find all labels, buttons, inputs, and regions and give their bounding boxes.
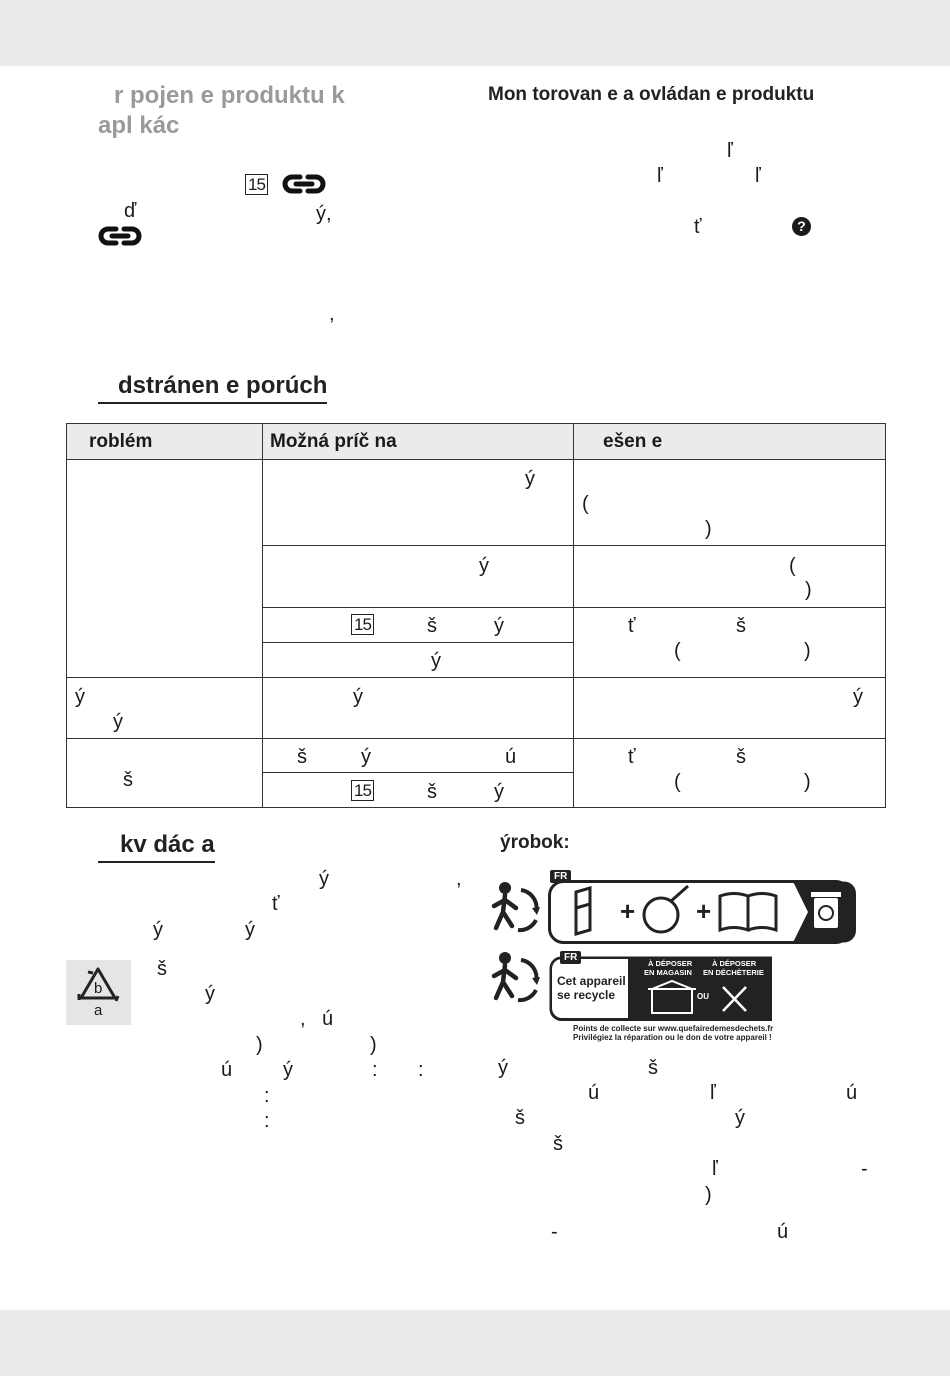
text-frag: - <box>551 1221 558 1243</box>
text-frag: š <box>553 1133 563 1155</box>
table-cell: ť š ( ) <box>574 739 886 808</box>
trouble-title: dstránen e porúch <box>98 372 327 404</box>
bottom-band <box>0 1310 950 1376</box>
collection-info-panel <box>548 952 774 1043</box>
text-frag: ) <box>256 1034 263 1056</box>
text-frag: ú <box>322 1008 334 1030</box>
text-frag: ý <box>205 983 215 1005</box>
text-frag: ) <box>705 1184 712 1206</box>
text-frag: - <box>861 1158 868 1180</box>
table-row <box>67 460 886 546</box>
table-cell: š ý ú <box>263 739 574 773</box>
text-frag: ľ <box>710 1082 716 1104</box>
text-frag: š <box>515 1107 525 1129</box>
table-cell: ý <box>263 643 574 678</box>
table-cell: ( ) <box>574 460 886 546</box>
text-frag: ú <box>221 1059 233 1081</box>
text-frag: ú <box>588 1082 600 1104</box>
help-icon: ? <box>792 217 811 236</box>
frag-l: ľ <box>727 140 733 162</box>
part-reference-15: 15 <box>351 780 374 801</box>
collection-footer-2: Privilégiez la réparation ou le don de votre appareil ! <box>573 1033 772 1042</box>
top-band <box>0 0 950 66</box>
frag-l: ľ <box>657 165 663 187</box>
text-frag: ý <box>498 1057 508 1079</box>
text-frag: ľ <box>712 1158 718 1180</box>
text-frag: : <box>264 1110 270 1132</box>
table-cell: 15 š ý <box>263 608 574 643</box>
appliance-text-2: se recycle <box>557 988 616 1002</box>
text-frag: ú <box>777 1221 789 1243</box>
table-cell: š <box>67 739 263 808</box>
product-title: ýrobok: <box>500 832 570 853</box>
text-frag: ý <box>245 919 255 941</box>
text-frag: ú <box>846 1082 858 1104</box>
table-cell <box>67 460 263 678</box>
table-row <box>67 739 886 773</box>
header-problem: roblém <box>67 424 263 460</box>
recycling-code-badge <box>66 960 131 1025</box>
text-frag: : <box>418 1059 424 1081</box>
appliance-text-1: Cet appareil <box>557 974 626 988</box>
store-label-2: EN MAGASIN <box>644 968 692 977</box>
connect-title-line2: apl kác <box>98 112 180 139</box>
link-icon <box>282 172 326 201</box>
frag-t: ť <box>694 216 702 238</box>
text-frag: ) <box>370 1034 377 1056</box>
svg-text:+: + <box>696 896 712 926</box>
text-frag: , <box>456 868 462 890</box>
store-label-1: À DÉPOSER <box>648 959 693 968</box>
text-frag: , <box>300 1008 306 1030</box>
table-cell: ý <box>263 546 574 608</box>
fr-badge: FR <box>550 870 571 883</box>
text-frag: š <box>157 958 167 980</box>
frag-comma: , <box>329 303 335 325</box>
frag-y-comma: ý, <box>316 203 332 225</box>
fr-badge: FR <box>560 951 581 964</box>
text-frag: ý <box>735 1107 745 1129</box>
table-row <box>67 678 886 739</box>
link-icon <box>98 224 142 253</box>
table-header-row <box>67 424 886 460</box>
triman-logo <box>486 948 542 1009</box>
recycle-code-bottom: a <box>94 1002 103 1019</box>
header-solution: ešen e <box>574 424 886 460</box>
monitor-title: Mon torovan e a ovládan e produktu <box>488 84 815 105</box>
collection-footer-1: Points de collecte sur www.quefairedemesdechets.fr <box>573 1024 774 1033</box>
text-frag: š <box>648 1057 658 1079</box>
table-cell: ý <box>263 678 574 739</box>
part-reference-15: 15 <box>245 174 268 195</box>
table-cell: 15 š ý <box>263 773 574 808</box>
text-frag: ý <box>319 868 329 890</box>
part-reference-15: 15 <box>351 614 374 635</box>
svg-text:+: + <box>620 896 636 926</box>
troubleshooting-table <box>66 423 886 808</box>
or-label: OU <box>697 992 709 1001</box>
text-frag: ý <box>283 1059 293 1081</box>
table-cell: ý <box>263 460 574 546</box>
disposal-title: kv dác a <box>98 831 215 863</box>
table-cell: ý ý <box>67 678 263 739</box>
dump-label-1: À DÉPOSER <box>712 959 757 968</box>
table-cell: ý <box>574 678 886 739</box>
table-cell: ť š ( ) <box>574 608 886 678</box>
sorting-info-panel <box>548 871 858 944</box>
text-frag: ý <box>153 919 163 941</box>
text-frag: : <box>264 1085 270 1107</box>
text-frag: : <box>372 1059 378 1081</box>
frag-l: ľ <box>755 165 761 187</box>
connect-title-line1: r pojen e produktu k <box>114 82 345 109</box>
frag-d: ď <box>124 200 137 222</box>
dump-label-2: EN DÉCHÈTERIE <box>703 968 764 977</box>
triman-logo <box>486 878 542 939</box>
recycle-code-top: b <box>94 980 103 997</box>
text-frag: ť <box>272 893 280 915</box>
table-cell: ( ) <box>574 546 886 608</box>
header-cause: Možná príč na <box>263 424 574 460</box>
